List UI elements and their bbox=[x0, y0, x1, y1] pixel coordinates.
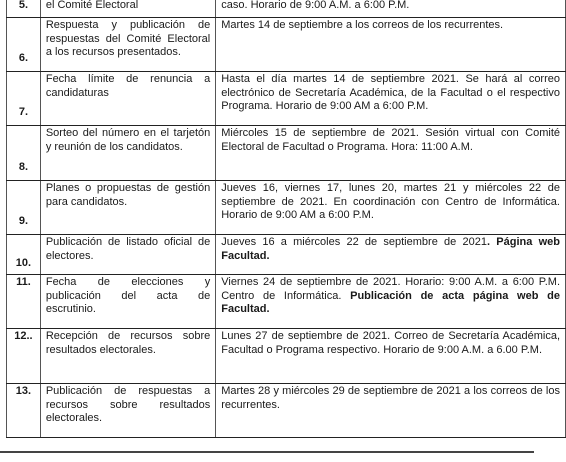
schedule-text: caso. Horario de 9:00 A.M. a 6:00 P.M. bbox=[221, 0, 410, 11]
schedule-cell bbox=[216, 126, 566, 181]
row-number: 11. bbox=[7, 275, 41, 329]
row-number: 5. bbox=[7, 0, 41, 18]
schedule-cell bbox=[216, 235, 566, 275]
page-bottom-rule bbox=[0, 451, 534, 453]
schedule-text: Martes 28 y miércoles 29 de septiembre de 2021 a los correos de los recurrentes. bbox=[221, 385, 560, 411]
row-number: 10. bbox=[7, 235, 41, 275]
row-number: 6. bbox=[7, 18, 41, 72]
table-row bbox=[7, 384, 566, 438]
row-number: 12.. bbox=[7, 329, 41, 384]
table-row bbox=[7, 126, 566, 181]
row-number: 7. bbox=[7, 72, 41, 126]
schedule-cell bbox=[216, 72, 566, 126]
schedule-cell bbox=[216, 329, 566, 384]
row-number: 9. bbox=[7, 181, 41, 235]
activity-cell: Publicación de listado oficial de electores. bbox=[40, 235, 215, 275]
activity-cell: Fecha de elecciones y publicación del acta de escrutinio. bbox=[40, 275, 215, 329]
schedule-cell bbox=[216, 0, 566, 18]
row-number: 8. bbox=[7, 126, 41, 181]
schedule-text: Lunes 27 de septiembre de 2021. Correo de Secretaría Académica, Facultad o Programa respectivo. Horario de 9:00 A.M. a 6.00 P.M. bbox=[221, 330, 560, 356]
table-row bbox=[7, 181, 566, 235]
table-row bbox=[7, 329, 566, 384]
schedule-text: Miércoles 15 de septiembre de 2021. Sesión virtual con Comité Electoral de Facultad o Programa. Hora: 11:00 A.M. bbox=[221, 127, 560, 153]
schedule-cell bbox=[216, 275, 566, 329]
schedule-text: Martes 14 de septiembre a los correos de los recurrentes. bbox=[221, 19, 504, 31]
table-row bbox=[7, 0, 566, 18]
table-row bbox=[7, 275, 566, 329]
row-number: 13. bbox=[7, 384, 41, 438]
schedule-text: Viernes 24 de septiembre de 2021. Horario: 9:00 A.M. a 6:00 P.M. Centro de Informática. bbox=[221, 276, 560, 302]
schedule-text: Jueves 16, viernes 17, lunes 20, martes 21 y miércoles 22 de septiembre de 2021. En coordinación con Centro de Informática. Horario de 9:00 AM a 6:00 P.M. bbox=[221, 182, 560, 221]
schedule-cell bbox=[216, 181, 566, 235]
activity-cell: Sorteo del número en el tarjetón y reunión de los candidatos. bbox=[40, 126, 215, 181]
table-row bbox=[7, 18, 566, 72]
schedule-cell bbox=[216, 384, 566, 438]
schedule-text: Jueves 16 a miércoles 22 de septiembre de 2021 bbox=[221, 236, 487, 248]
schedule-bold-text: . Página web Facultad. bbox=[221, 236, 560, 262]
activity-cell: Fecha límite de renuncia a candidaturas bbox=[40, 72, 215, 126]
table-row bbox=[7, 72, 566, 126]
activity-cell: Recepción de recursos sobre resultados electorales. bbox=[40, 329, 215, 384]
table-row bbox=[7, 235, 566, 275]
schedule-text: Hasta el día martes 14 de septiembre 2021. Se hará al correo electrónico de Secretaría Académica, de la Facultad o el respectivo Programa. Horario de 9:00 AM a 6:00 P.M. bbox=[221, 73, 560, 112]
activity-cell: el Comité Electoral bbox=[40, 0, 215, 18]
activity-cell: Publicación de respuestas a recursos sobre resultados electorales. bbox=[40, 384, 215, 438]
schedule-bold-text: Publicación de acta página web de Facultad. bbox=[221, 289, 560, 315]
activity-cell: Planes o propuestas de gestión para candidatos. bbox=[40, 181, 215, 235]
schedule-cell bbox=[216, 18, 566, 72]
election-schedule-table bbox=[6, 0, 566, 438]
activity-cell: Respuesta y publicación de respuestas del Comité Electoral a los recursos presentados. bbox=[40, 18, 215, 72]
